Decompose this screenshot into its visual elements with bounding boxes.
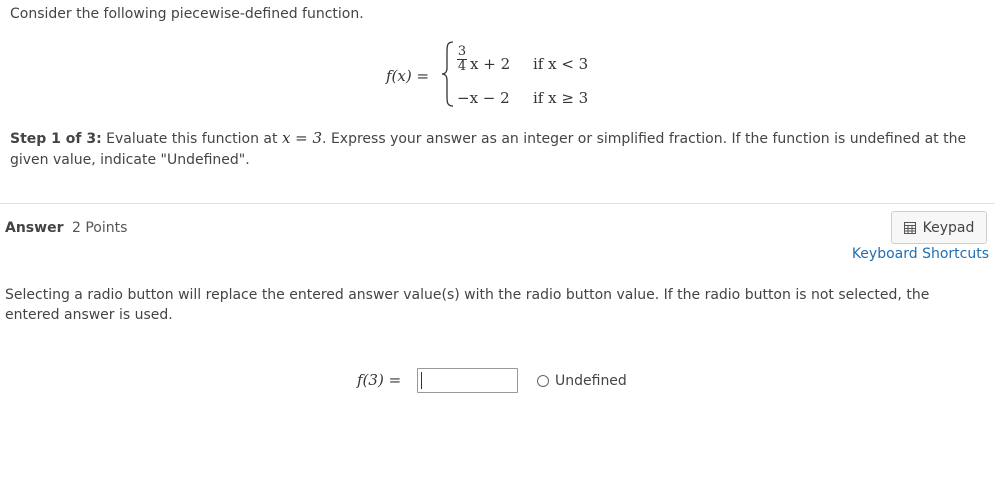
keypad-button[interactable] [891,211,987,244]
prompt-text: Consider the following piecewise-defined function. [10,6,364,22]
case2-condition: if x ≥ 3 [533,89,589,107]
case1-condition: if x < 3 [533,55,589,73]
fraction-numerator: 3 [457,44,467,59]
keypad-icon [904,222,916,234]
function-lhs: f(x) = [386,67,430,85]
answer-input-label: f(3) = [357,371,402,389]
step-text-before: Evaluate this function at [101,131,282,147]
undefined-radio-button[interactable] [537,375,549,387]
left-brace [440,40,456,108]
keypad-label: Keypad [922,219,975,236]
case1-expression: x + 2 [470,55,511,73]
text-caret [421,372,422,389]
radio-note: Selecting a radio button will replace the entered answer value(s) with the radio button value. If the radio button is not selected, the entered answer is used. [5,287,930,323]
step-label: Step 1 of 3: [10,131,102,147]
points-label: 2 Points [72,220,128,236]
case2-expression: −x − 2 [457,89,510,107]
fraction-denominator: 4 [457,59,467,74]
step-instructions [10,128,985,171]
step-text-after: . Express your answer as an integer or simplified fraction. If the function is undefined at the given value, indicate "Undefined". [10,131,967,168]
undefined-radio-label: Undefined [555,373,627,389]
section-divider [0,203,995,204]
answer-input[interactable] [417,368,518,393]
keyboard-shortcuts-link[interactable]: Keyboard Shortcuts [851,246,989,262]
step-math: x = 3 [281,129,323,147]
undefined-radio-option[interactable] [537,373,627,389]
case1-fraction [457,45,467,74]
answer-label: Answer [5,220,64,236]
